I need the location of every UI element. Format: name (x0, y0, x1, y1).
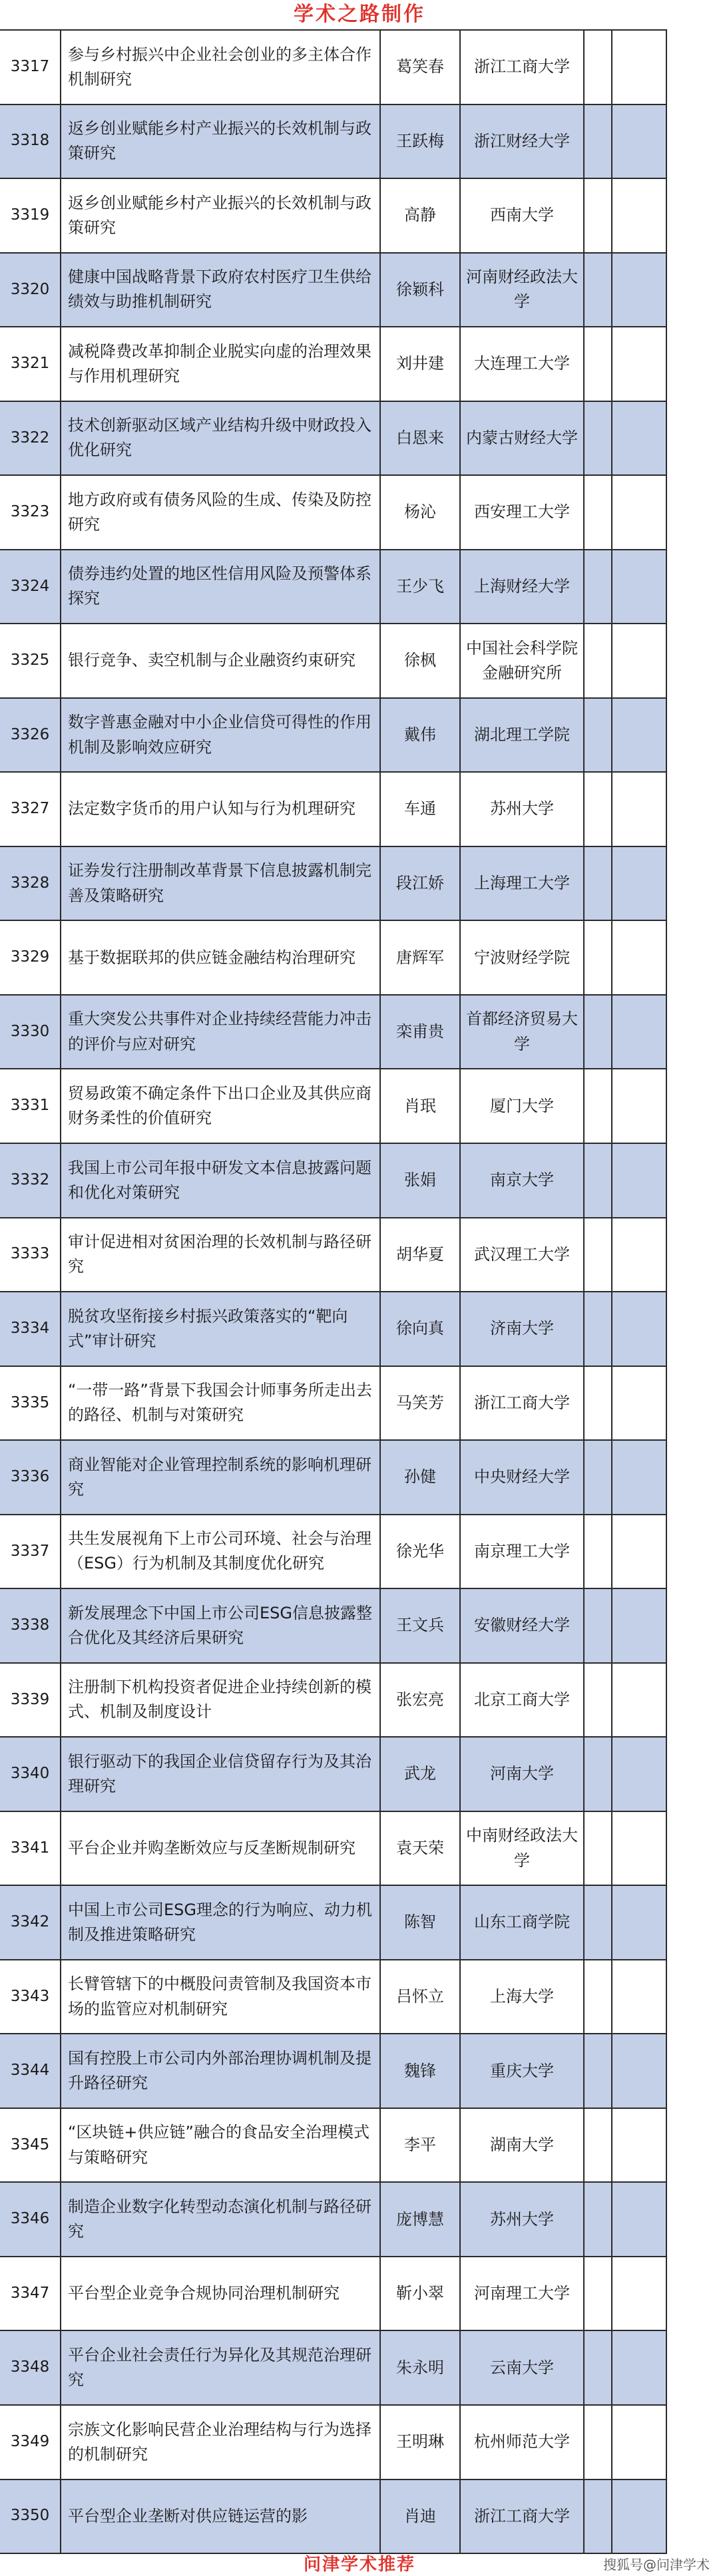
project-title-cell: 审计促进相对贫困治理的长效机制与路径研究 (61, 1218, 381, 1292)
table-row (0, 773, 666, 847)
institution-cell: 云南大学 (461, 2331, 585, 2404)
table-row (0, 1812, 666, 1887)
investigator-name-cell: 马笑芳 (381, 1367, 461, 1440)
investigator-name-cell: 庞博慧 (381, 2183, 461, 2256)
table-row (0, 1589, 666, 1664)
project-title-cell: 平台企业社会责任行为异化及其规范治理研究 (61, 2331, 381, 2404)
empty-cell (585, 1589, 612, 1662)
project-number-cell: 3344 (0, 2034, 61, 2108)
project-title-cell: 国有控股上市公司内外部治理协调机制及提升路径研究 (61, 2034, 381, 2108)
project-number-cell: 3332 (0, 1144, 61, 1217)
investigator-name-cell: 栾甫贵 (381, 996, 461, 1069)
empty-cell (612, 699, 666, 772)
institution-cell: 大连理工大学 (461, 327, 585, 401)
project-title-cell: 债券违约处置的地区性信用风险及预警体系探究 (61, 550, 381, 624)
empty-cell (585, 996, 612, 1069)
empty-cell (612, 773, 666, 846)
empty-cell (585, 402, 612, 475)
investigator-name-cell: 魏锋 (381, 2034, 461, 2108)
project-number-cell: 3318 (0, 105, 61, 178)
empty-cell (585, 2406, 612, 2479)
institution-cell: 杭州师范大学 (461, 2406, 585, 2479)
institution-cell: 西南大学 (461, 179, 585, 252)
table-row (0, 624, 666, 699)
project-title-cell: 参与乡村振兴中企业社会创业的多主体合作机制研究 (61, 31, 381, 104)
table-row (0, 996, 666, 1070)
empty-cell (585, 2331, 612, 2404)
investigator-name-cell: 肖迪 (381, 2480, 461, 2553)
project-number-cell: 3337 (0, 1515, 61, 1588)
project-number-cell: 3331 (0, 1069, 61, 1143)
empty-cell (612, 847, 666, 920)
empty-cell (585, 2183, 612, 2256)
project-number-cell: 3321 (0, 327, 61, 401)
empty-cell (585, 1441, 612, 1514)
project-number-cell: 3325 (0, 624, 61, 697)
table-row (0, 2480, 666, 2553)
institution-cell: 浙江工商大学 (461, 1367, 585, 1440)
empty-cell (585, 476, 612, 549)
project-title-cell: “一带一路”背景下我国会计师事务所走出去的路径、机制与对策研究 (61, 1367, 381, 1440)
project-number-cell: 3340 (0, 1738, 61, 1811)
project-number-cell: 3327 (0, 773, 61, 846)
empty-cell (585, 1292, 612, 1366)
empty-cell (585, 550, 612, 624)
empty-cell (585, 1886, 612, 1959)
project-number-cell: 3345 (0, 2109, 61, 2182)
investigator-name-cell: 白恩来 (381, 402, 461, 475)
institution-cell: 内蒙古财经大学 (461, 402, 585, 475)
investigator-name-cell: 王跃梅 (381, 105, 461, 178)
empty-cell (612, 105, 666, 178)
empty-cell (612, 996, 666, 1069)
empty-cell (585, 1812, 612, 1885)
empty-cell (585, 1367, 612, 1440)
empty-cell (612, 1069, 666, 1143)
investigator-name-cell: 高静 (381, 179, 461, 252)
empty-cell (585, 2109, 612, 2182)
table-row (0, 402, 666, 476)
project-number-cell: 3343 (0, 1960, 61, 2034)
empty-cell (612, 624, 666, 697)
institution-cell: 宁波财经学院 (461, 921, 585, 994)
institution-cell: 苏州大学 (461, 773, 585, 846)
investigator-name-cell: 徐向真 (381, 1292, 461, 1366)
table-row (0, 699, 666, 773)
project-number-cell: 3320 (0, 254, 61, 327)
project-title-cell: 技术创新驱动区域产业结构升级中财政投入优化研究 (61, 402, 381, 475)
project-number-cell: 3324 (0, 550, 61, 624)
institution-cell: 河南理工大学 (461, 2257, 585, 2330)
table-row (0, 550, 666, 625)
empty-cell (585, 1515, 612, 1588)
institution-cell: 中央财经大学 (461, 1441, 585, 1514)
project-number-cell: 3346 (0, 2183, 61, 2256)
empty-cell (612, 2257, 666, 2330)
project-title-cell: 返乡创业赋能乡村产业振兴的长效机制与政策研究 (61, 179, 381, 252)
institution-cell: 西安理工大学 (461, 476, 585, 549)
footer-title: 问津学术推荐 (303, 2555, 415, 2575)
footer-watermark: 搜狐号@问津学术 (603, 2557, 710, 2573)
project-title-cell: 返乡创业赋能乡村产业振兴的长效机制与政策研究 (61, 105, 381, 178)
project-title-cell: 平台型企业垄断对供应链运营的影 (61, 2480, 381, 2553)
project-title-cell: 平台企业并购垄断效应与反垄断规制研究 (61, 1812, 381, 1885)
project-title-cell: 新发展理念下中国上市公司ESG信息披露整合优化及其经济后果研究 (61, 1589, 381, 1662)
table-row (0, 1960, 666, 2035)
table-row (0, 1218, 666, 1293)
investigator-name-cell: 王明琳 (381, 2406, 461, 2479)
institution-cell: 厦门大学 (461, 1069, 585, 1143)
page-header-title: 学术之路制作 (294, 3, 425, 26)
project-number-cell: 3341 (0, 1812, 61, 1885)
empty-cell (612, 1515, 666, 1588)
institution-cell: 浙江财经大学 (461, 105, 585, 178)
institution-cell: 北京工商大学 (461, 1664, 585, 1737)
institution-cell: 武汉理工大学 (461, 1218, 585, 1292)
project-number-cell: 3323 (0, 476, 61, 549)
empty-cell (585, 2480, 612, 2553)
institution-cell: 上海大学 (461, 1960, 585, 2034)
project-title-cell: 商业智能对企业管理控制系统的影响机理研究 (61, 1441, 381, 1514)
project-number-cell: 3328 (0, 847, 61, 920)
table-row (0, 2257, 666, 2332)
project-title-cell: 地方政府或有债务风险的生成、传染及防控研究 (61, 476, 381, 549)
empty-cell (612, 2034, 666, 2108)
institution-cell: 南京大学 (461, 1144, 585, 1217)
project-number-cell: 3338 (0, 1589, 61, 1662)
investigator-name-cell: 徐枫 (381, 624, 461, 697)
investigator-name-cell: 徐光华 (381, 1515, 461, 1588)
table-row (0, 2406, 666, 2480)
table-row (0, 476, 666, 550)
empty-cell (612, 2183, 666, 2256)
empty-cell (612, 31, 666, 104)
project-title-cell: 中国上市公司ESG理念的行为响应、动力机制及推进策略研究 (61, 1886, 381, 1959)
project-table (0, 29, 666, 2554)
institution-cell: 山东工商学院 (461, 1886, 585, 1959)
empty-cell (612, 921, 666, 994)
empty-cell (585, 624, 612, 697)
empty-cell (612, 1886, 666, 1959)
project-title-cell: “区块链+供应链”融合的食品安全治理模式与策略研究 (61, 2109, 381, 2182)
project-title-cell: 银行驱动下的我国企业信贷留存行为及其治理研究 (61, 1738, 381, 1811)
project-title-cell: 共生发展视角下上市公司环境、社会与治理（ESG）行为机制及其制度优化研究 (61, 1515, 381, 1588)
project-number-cell: 3342 (0, 1886, 61, 1959)
investigator-name-cell: 戴伟 (381, 699, 461, 772)
institution-cell: 济南大学 (461, 1292, 585, 1366)
project-number-cell: 3333 (0, 1218, 61, 1292)
empty-cell (612, 2109, 666, 2182)
project-number-cell: 3334 (0, 1292, 61, 1366)
investigator-name-cell: 王文兵 (381, 1589, 461, 1662)
institution-cell: 首都经济贸易大学 (461, 996, 585, 1069)
project-title-cell: 贸易政策不确定条件下出口企业及其供应商财务柔性的价值研究 (61, 1069, 381, 1143)
empty-cell (612, 1738, 666, 1811)
institution-cell: 上海财经大学 (461, 550, 585, 624)
empty-cell (585, 1218, 612, 1292)
table-row (0, 1144, 666, 1218)
empty-cell (585, 2034, 612, 2108)
empty-cell (585, 179, 612, 252)
table-row (0, 254, 666, 328)
project-number-cell: 3329 (0, 921, 61, 994)
table-row (0, 1441, 666, 1515)
empty-cell (612, 2331, 666, 2404)
empty-cell (585, 1664, 612, 1737)
project-title-cell: 宗族文化影响民营企业治理结构与行为选择的机制研究 (61, 2406, 381, 2479)
investigator-name-cell: 杨沁 (381, 476, 461, 549)
table-row (0, 1886, 666, 1960)
investigator-name-cell: 靳小翠 (381, 2257, 461, 2330)
investigator-name-cell: 吕怀立 (381, 1960, 461, 2034)
table-row (0, 1292, 666, 1367)
project-number-cell: 3322 (0, 402, 61, 475)
project-title-cell: 基于数据联邦的供应链金融结构治理研究 (61, 921, 381, 994)
investigator-name-cell: 陈智 (381, 1886, 461, 1959)
investigator-name-cell: 肖珉 (381, 1069, 461, 1143)
project-number-cell: 3317 (0, 31, 61, 104)
institution-cell: 重庆大学 (461, 2034, 585, 2108)
table-row (0, 847, 666, 922)
empty-cell (612, 1144, 666, 1217)
empty-cell (585, 773, 612, 846)
empty-cell (585, 2257, 612, 2330)
project-title-cell: 脱贫攻坚衔接乡村振兴政策落实的“靶向式”审计研究 (61, 1292, 381, 1366)
project-number-cell: 3347 (0, 2257, 61, 2330)
table-row (0, 31, 666, 105)
investigator-name-cell: 唐辉军 (381, 921, 461, 994)
institution-cell: 中南财经政法大学 (461, 1812, 585, 1885)
empty-cell (585, 1069, 612, 1143)
empty-cell (585, 1144, 612, 1217)
project-number-cell: 3336 (0, 1441, 61, 1514)
project-title-cell: 数字普惠金融对中小企业信贷可得性的作用机制及影响效应研究 (61, 699, 381, 772)
empty-cell (612, 402, 666, 475)
empty-cell (585, 31, 612, 104)
investigator-name-cell: 王少飞 (381, 550, 461, 624)
project-number-cell: 3339 (0, 1664, 61, 1737)
table-row (0, 1664, 666, 1738)
empty-cell (585, 921, 612, 994)
institution-cell: 浙江工商大学 (461, 2480, 585, 2553)
empty-cell (612, 1441, 666, 1514)
investigator-name-cell: 袁天荣 (381, 1812, 461, 1885)
empty-cell (612, 2480, 666, 2553)
table-row (0, 179, 666, 254)
table-row (0, 921, 666, 996)
project-title-cell: 制造企业数字化转型动态演化机制与路径研究 (61, 2183, 381, 2256)
empty-cell (612, 327, 666, 401)
table-row (0, 2183, 666, 2257)
empty-cell (612, 1292, 666, 1366)
table-row (0, 2109, 666, 2183)
table-right-border (666, 29, 667, 2554)
project-title-cell: 注册制下机构投资者促进企业持续创新的模式、机制及制度设计 (61, 1664, 381, 1737)
project-number-cell: 3319 (0, 179, 61, 252)
table-row (0, 1515, 666, 1590)
empty-cell (585, 699, 612, 772)
empty-cell (585, 327, 612, 401)
empty-cell (612, 2406, 666, 2479)
institution-cell: 湖北理工学院 (461, 699, 585, 772)
empty-cell (612, 550, 666, 624)
institution-cell: 河南财经政法大学 (461, 254, 585, 327)
investigator-name-cell: 李平 (381, 2109, 461, 2182)
project-title-cell: 银行竞争、卖空机制与企业融资约束研究 (61, 624, 381, 697)
project-title-cell: 我国上市公司年报中研发文本信息披露问题和优化对策研究 (61, 1144, 381, 1217)
table-row (0, 1367, 666, 1441)
investigator-name-cell: 张宏亮 (381, 1664, 461, 1737)
investigator-name-cell: 胡华夏 (381, 1218, 461, 1292)
institution-cell: 苏州大学 (461, 2183, 585, 2256)
investigator-name-cell: 武龙 (381, 1738, 461, 1811)
empty-cell (612, 476, 666, 549)
empty-cell (612, 179, 666, 252)
investigator-name-cell: 葛笑春 (381, 31, 461, 104)
investigator-name-cell: 孙健 (381, 1441, 461, 1514)
investigator-name-cell: 徐颖科 (381, 254, 461, 327)
empty-cell (585, 1960, 612, 2034)
project-title-cell: 长臂管辖下的中概股问责管制及我国资本市场的监管应对机制研究 (61, 1960, 381, 2034)
institution-cell: 南京理工大学 (461, 1515, 585, 1588)
project-title-cell: 证券发行注册制改革背景下信息披露机制完善及策略研究 (61, 847, 381, 920)
empty-cell (585, 847, 612, 920)
empty-cell (585, 254, 612, 327)
investigator-name-cell: 朱永明 (381, 2331, 461, 2404)
institution-cell: 中国社会科学院金融研究所 (461, 624, 585, 697)
empty-cell (612, 1664, 666, 1737)
table-row (0, 2034, 666, 2109)
empty-cell (612, 254, 666, 327)
project-title-cell: 减税降费改革抑制企业脱实向虚的治理效果与作用机理研究 (61, 327, 381, 401)
project-number-cell: 3330 (0, 996, 61, 1069)
institution-cell: 浙江工商大学 (461, 31, 585, 104)
empty-cell (585, 105, 612, 178)
project-number-cell: 3350 (0, 2480, 61, 2553)
project-number-cell: 3349 (0, 2406, 61, 2479)
institution-cell: 上海理工大学 (461, 847, 585, 920)
empty-cell (612, 1812, 666, 1885)
project-title-cell: 法定数字货币的用户认知与行为机理研究 (61, 773, 381, 846)
project-title-cell: 健康中国战略背景下政府农村医疗卫生供给绩效与助推机制研究 (61, 254, 381, 327)
empty-cell (585, 1738, 612, 1811)
table-row (0, 327, 666, 402)
table-row (0, 1069, 666, 1144)
investigator-name-cell: 刘井建 (381, 327, 461, 401)
empty-cell (612, 1367, 666, 1440)
project-number-cell: 3348 (0, 2331, 61, 2404)
institution-cell: 安徽财经大学 (461, 1589, 585, 1662)
table-row (0, 105, 666, 180)
empty-cell (612, 1589, 666, 1662)
project-number-cell: 3326 (0, 699, 61, 772)
empty-cell (612, 1218, 666, 1292)
project-title-cell: 平台型企业竞争合规协同治理机制研究 (61, 2257, 381, 2330)
table-row (0, 1738, 666, 1812)
investigator-name-cell: 段江娇 (381, 847, 461, 920)
table-row (0, 2331, 666, 2406)
institution-cell: 湖南大学 (461, 2109, 585, 2182)
institution-cell: 河南大学 (461, 1738, 585, 1811)
empty-cell (612, 1960, 666, 2034)
project-title-cell: 重大突发公共事件对企业持续经营能力冲击的评价与应对研究 (61, 996, 381, 1069)
investigator-name-cell: 车通 (381, 773, 461, 846)
project-number-cell: 3335 (0, 1367, 61, 1440)
page-footer (0, 2554, 719, 2576)
investigator-name-cell: 张娟 (381, 1144, 461, 1217)
